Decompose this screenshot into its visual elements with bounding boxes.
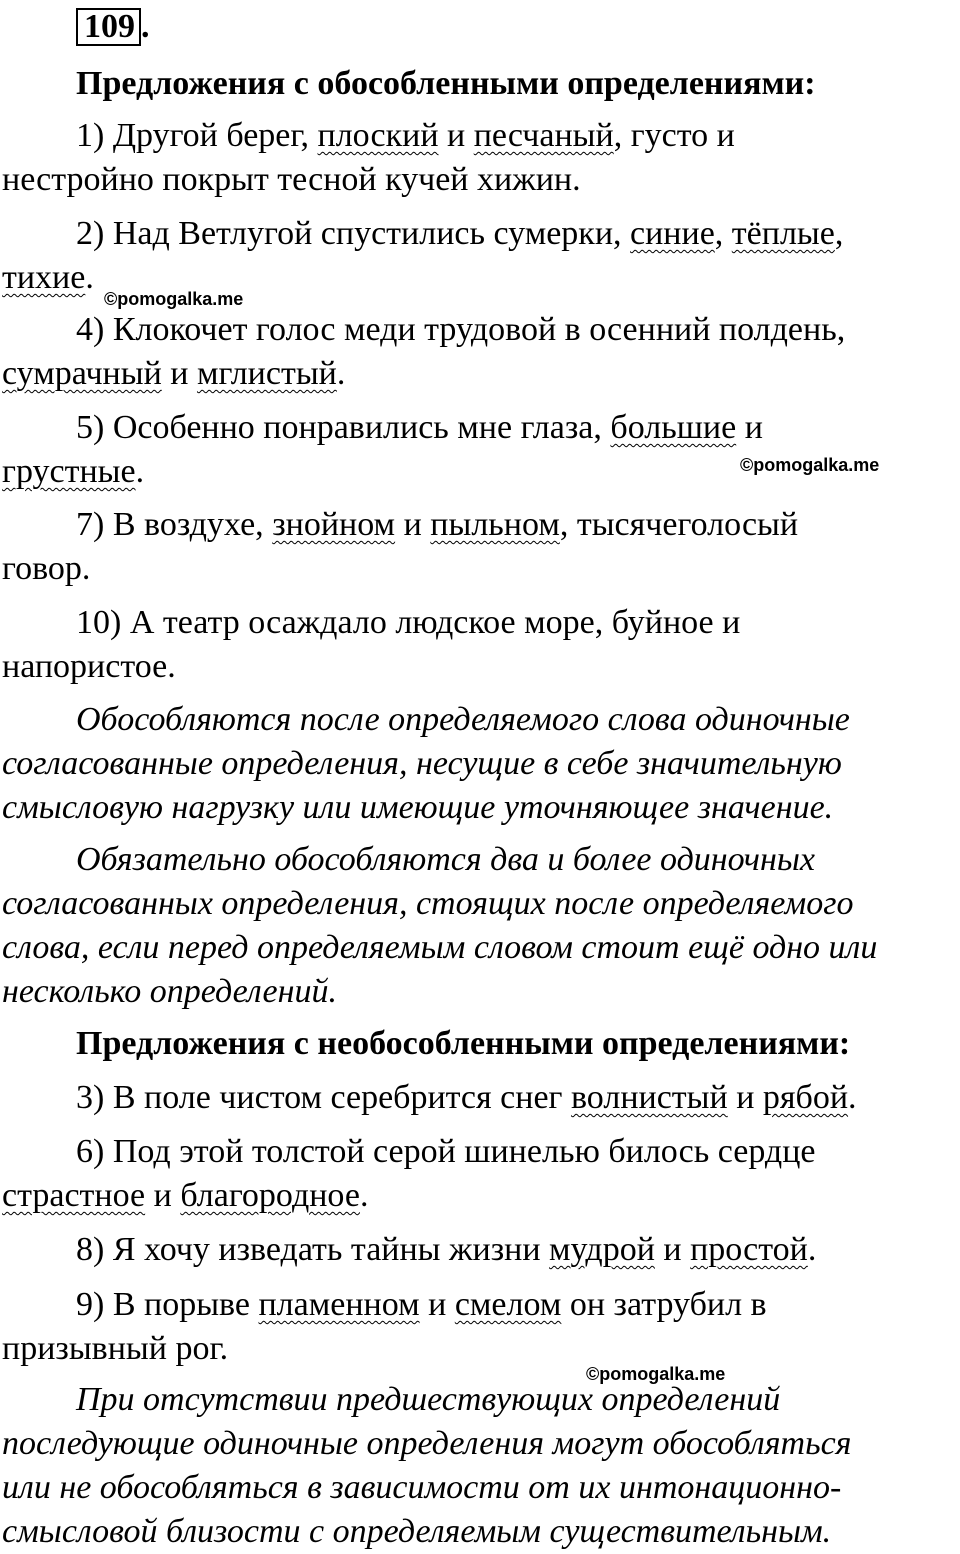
definition: мудрой	[549, 1231, 655, 1268]
sentence-3: 3) В поле чистом серебрится снег волнистый и рябой.	[76, 1079, 857, 1116]
definition: сумрачный	[2, 355, 162, 392]
watermark: ©pomogalka.me	[740, 455, 880, 475]
definition: тихие	[2, 259, 86, 296]
definition: знойном	[272, 506, 396, 543]
definition: синие	[630, 215, 715, 252]
definition: большие	[610, 409, 737, 446]
definition: простой	[690, 1231, 808, 1268]
definition: страстное	[2, 1177, 146, 1214]
sentence-7: 7) В воздухе, знойном и пыльном, тысячеголосый говор.	[2, 506, 799, 587]
watermark: ©pomogalka.me	[586, 1364, 726, 1384]
sentence-6: 6) Под этой толстой серой шинелью билось сердце страстное и благородное.	[2, 1133, 816, 1214]
rule-3: При отсутствии предшествующих определений последующие одиночные определения могут обособляться или не обособляться в зависимости от их интонационно- смысловой близости с определяемым существительным.	[2, 1381, 852, 1550]
rule-2: Обязательно обособляются два и более одиночных согласованных определения, стоящих после определяемого слова, если перед определяемым словом стоит ещё одно или несколько определений.	[2, 841, 878, 1010]
definition: благородное	[180, 1177, 360, 1214]
rule-1: Обособляются после определяемого слова одиночные согласованные определения, несущие в себе значительную смысловую нагрузку или имеющие уточняющее значение.	[2, 701, 850, 826]
definition: волнистый	[570, 1079, 728, 1116]
definition: пыльном	[430, 506, 560, 543]
definition: рябой	[762, 1079, 849, 1116]
watermark: ©pomogalka.me	[104, 289, 244, 309]
task-number: 109 .	[76, 8, 150, 42]
definition: грустные	[2, 453, 136, 490]
sentence-8: 8) Я хочу изведать тайны жизни мудрой и простой.	[76, 1231, 817, 1268]
sentence-1: 1) Другой берег, плоский и песчаный, густо и нестройно покрыт тесной кучей хижин.	[2, 117, 735, 198]
definition: смелом	[454, 1286, 562, 1323]
sentence-5: 5) Особенно понравились мне глаза, большие и грустные.	[2, 409, 763, 490]
definition: мглистый	[196, 355, 337, 392]
definition: плоский	[317, 117, 439, 154]
sentence-9: 9) В порыве пламенном и смелом он затрубил в призывный рог.	[2, 1286, 767, 1367]
heading-isolated: Предложения с обособленными определениями:	[76, 65, 816, 102]
definition: песчаный	[473, 117, 614, 154]
heading-non-isolated: Предложения с необособленными определениями:	[76, 1025, 851, 1062]
sentence-4: 4) Клокочет голос меди трудовой в осенний полдень, сумрачный и мглистый.	[2, 311, 846, 392]
definition: пламенном	[258, 1286, 420, 1323]
sentence-2: 2) Над Ветлугой спустились сумерки, синие, тёплые, тихие.	[2, 215, 844, 296]
definition: тёплые	[731, 215, 835, 252]
sentence-10: 10) А театр осаждало людское море, буйное и напористое.	[2, 604, 741, 685]
